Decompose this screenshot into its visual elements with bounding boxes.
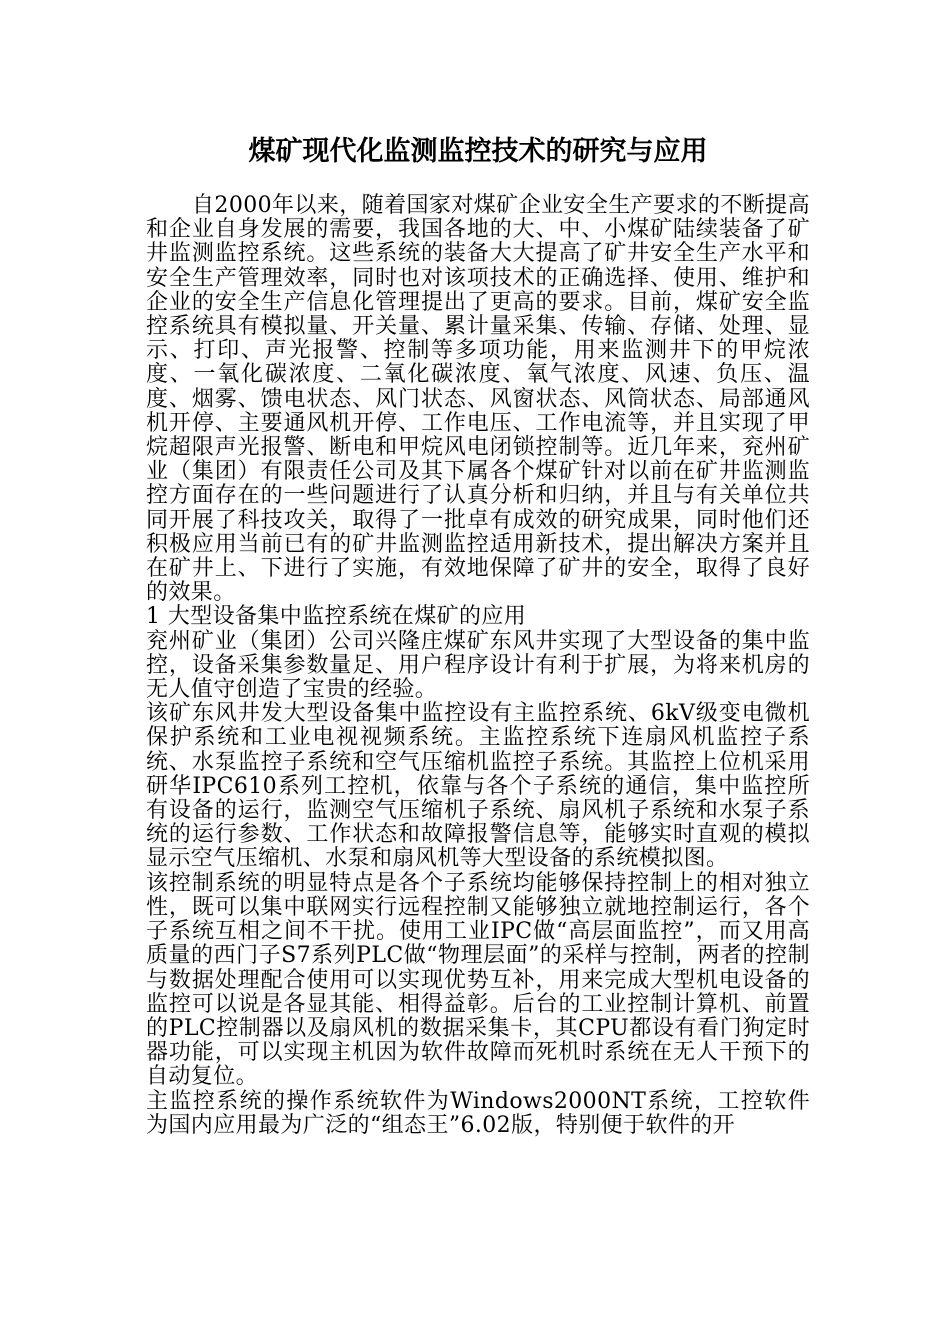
paragraph: 该控制系统的明显特点是各个子系统均能够保持控制上的相对独立性，既可以集中联网实行远程控制又能够独立就地控制运行，各个子系统互相之间不干扰。使用工业IPC做“高层面监控”，而又用高质量的西门子S7系列PLC做“物理层面”的采样与控制，两者的控制与数据处理配合使用可以实现优势互补，用来完成大型机电设备的监控可以说是各显其能、相得益彰。后台的工业控制计算机、前置的PLC控制器以及扇风机的数据采集卡，其CPU都设有看门狗定时器功能，可以实现主机因为软件故障而死机时系统在无人干预下的自动复位。 [146, 870, 810, 1090]
paragraph-intro: 自2000年以来，随着国家对煤矿企业安全生产要求的不断提高和企业自身发展的需要，我国各地的大、中、小煤矿陆续装备了矿井监测监控系统。这些系统的装备大大提高了矿井安全生产水平和安全生产管理效率，同时也对该项技术的正确选择、使用、维护和企业的安全生产信息化管理提出了更高的要求。目前，煤矿安全监控系统具有模拟量、开关量、累计量采集、传输、存储、处理、显示、打印、声光报警、控制等多项功能，用来监测井下的甲烷浓度、一氧化碳浓度、二氧化碳浓度、氧气浓度、风速、负压、温度、烟雾、馈电状态、风门状态、风窗状态、风筒状态、局部通风机开停、主要通风机开停、工作电压、工作电流等，并且实现了甲烷超限声光报警、断电和甲烷风电闭锁控制等。近几年来，兖州矿业（集团）有限责任公司及其下属各个煤矿针对以前在矿井监测监控方面存在的一些问题进行了认真分析和归纳，并且与有关单位共同开展了科技攻关，取得了一批卓有成效的研究成果，同时他们还积极应用当前已有的矿井监测监控适用新技术，提出解决方案并且在矿井上、下进行了实施，有效地保障了矿井的安全，取得了良好的效果。 [146, 193, 810, 606]
document-title: 煤矿现代化监测监控技术的研究与应用 [248, 136, 708, 167]
paragraph: 该矿东风井发大型设备集中监控设有主监控系统、6kV级变电微机保护系统和工业电视视频系统。主监控系统下连扇风机监控子系统、水泵监控子系统和空气压缩机监控子系统。其监控上位机采用研华IPC610系列工控机，依靠与各个子系统的通信，集中监控所有设备的运行，监测空气压缩机子系统、扇风机子系统和水泵子系统的运行参数、工作状态和故障报警信息等，能够实时直观的模拟显示空气压缩机、水泵和扇风机等大型设备的系统模拟图。 [146, 701, 810, 872]
paragraph: 兖州矿业（集团）公司兴隆庄煤矿东风井实现了大型设备的集中监控，设备采集参数量足、用户程序设计有利于扩展，为将来机房的无人值守创造了宝贵的经验。 [146, 628, 810, 703]
paragraph: 主监控系统的操作系统软件为Windows2000NT系统，工控软件为国内应用最为广泛的“组态王”6.02版，特别便于软件的开 [146, 1088, 810, 1138]
document-body [146, 194, 810, 1138]
document-page [146, 0, 810, 1138]
section-heading: 1 大型设备集中监控系统在煤矿的应用 [146, 604, 527, 630]
